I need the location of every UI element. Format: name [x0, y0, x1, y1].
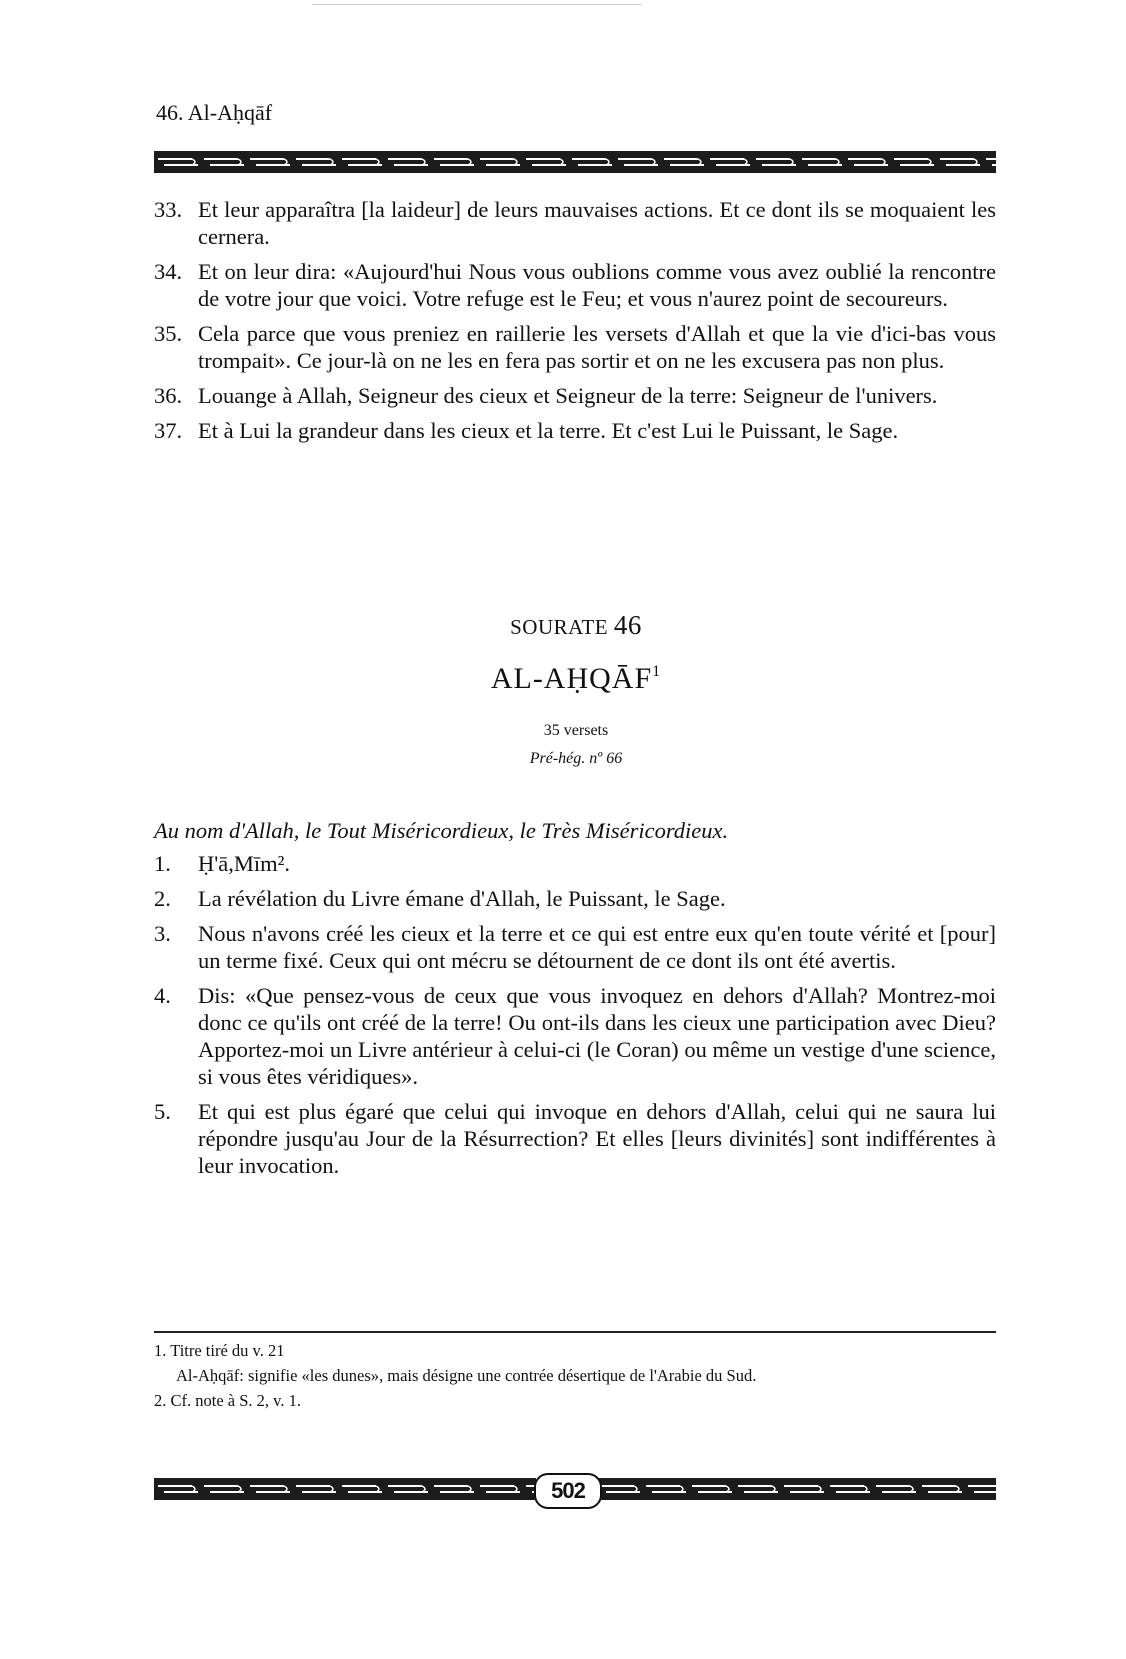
verse-37: 37. Et à Lui la grandeur dans les cieux et la terre. Et c'est Lui le Puissant, le Sage. — [154, 418, 899, 443]
page-number: 502 — [534, 1473, 602, 1509]
verse-count: 35 versets — [543, 722, 609, 739]
footnotes — [154, 1340, 996, 1415]
footnote-1-detail: Al-Aḥqāf: signifie «les dunes», mais désigne une contrée désertique de l'Arabie du Sud. — [176, 1366, 757, 1385]
basmala: Au nom d'Allah, le Tout Miséricordieux, le Très Miséricordieux. — [154, 818, 729, 843]
footnote-2: 2. Cf. note à S. 2, v. 1. — [154, 1391, 301, 1410]
verse-1: 1. Ḥ'ā,Mīm². — [154, 851, 291, 876]
sura-name: AL-AḤQĀF — [490, 662, 653, 695]
top-scan-rule — [312, 4, 642, 5]
revelation-period: Pré-hég. nº 66 — [529, 750, 623, 767]
verse-4: 4. Dis: «Que pensez-vous de ceux que vous invoquez en dehors d'Allah? Montrez-moi donc ce qu'ils ont créé de la terre! Ou ont-ils dans les cieux une participation avec Dieu? Apportez-moi un Livre antérieur à celui-ci (le Coran) ou même un vestige d'une science, si vous êtes véridiques». — [154, 983, 996, 1089]
verse-34: 34. Et on leur dira: «Aujourd'hui Nous vous oublions comme vous avez oublié la rencontre de votre jour que voici. Votre refuge est le Feu; et vous n'aurez point de secoureurs. — [154, 259, 996, 311]
verse-33: 33. Et leur apparaîtra [la laideur] de leurs mauvaises actions. Et ce dont ils se moquaient les cernera. — [154, 197, 996, 249]
verse-35: 35. Cela parce que vous preniez en raillerie les versets d'Allah et que la vie d'ici-bas vous trompait». Ce jour-là on ne les en fera pas sortir et on ne les excusera pas non plus. — [154, 321, 996, 373]
sura-label: SOURATE — [510, 615, 609, 639]
bottom-ornament-left — [154, 1478, 536, 1500]
sura-heading — [156, 610, 996, 641]
verse-2: 2. La révélation du Livre émane d'Allah, le Puissant, le Sage. — [154, 886, 726, 911]
verse-3: 3. Nous n'avons créé les cieux et la terre et ce qui est entre eux qu'en toute vérité et [pour] un terme fixé. Ceux qui ont mécru se détournent de ce dont ils ont été avertis. — [154, 921, 996, 973]
verses-continuation — [154, 196, 996, 452]
top-ornament-band — [154, 151, 996, 173]
verse-5: 5. Et qui est plus égaré que celui qui invoque en dehors d'Allah, celui qui ne saura lui répondre jusqu'au Jour de la Résurrection? Et elles [leurs divinités] sont indifférentes à leur invocation. — [154, 1099, 996, 1178]
verse-36: 36. Louange à Allah, Seigneur des cieux et Seigneur de la terre: Seigneur de l'univers. — [154, 383, 938, 408]
sura-number: 46 — [613, 610, 642, 640]
footnote-1: 1. Titre tiré du v. 21 — [154, 1341, 285, 1360]
sura-footnote-ref: 1 — [652, 663, 662, 680]
verses-new-sura — [154, 850, 996, 1187]
bottom-ornament-right — [596, 1478, 996, 1500]
sura-title — [156, 662, 996, 696]
footnote-rule — [154, 1331, 996, 1333]
running-head: 46. Al-Aḥqāf — [156, 100, 273, 125]
